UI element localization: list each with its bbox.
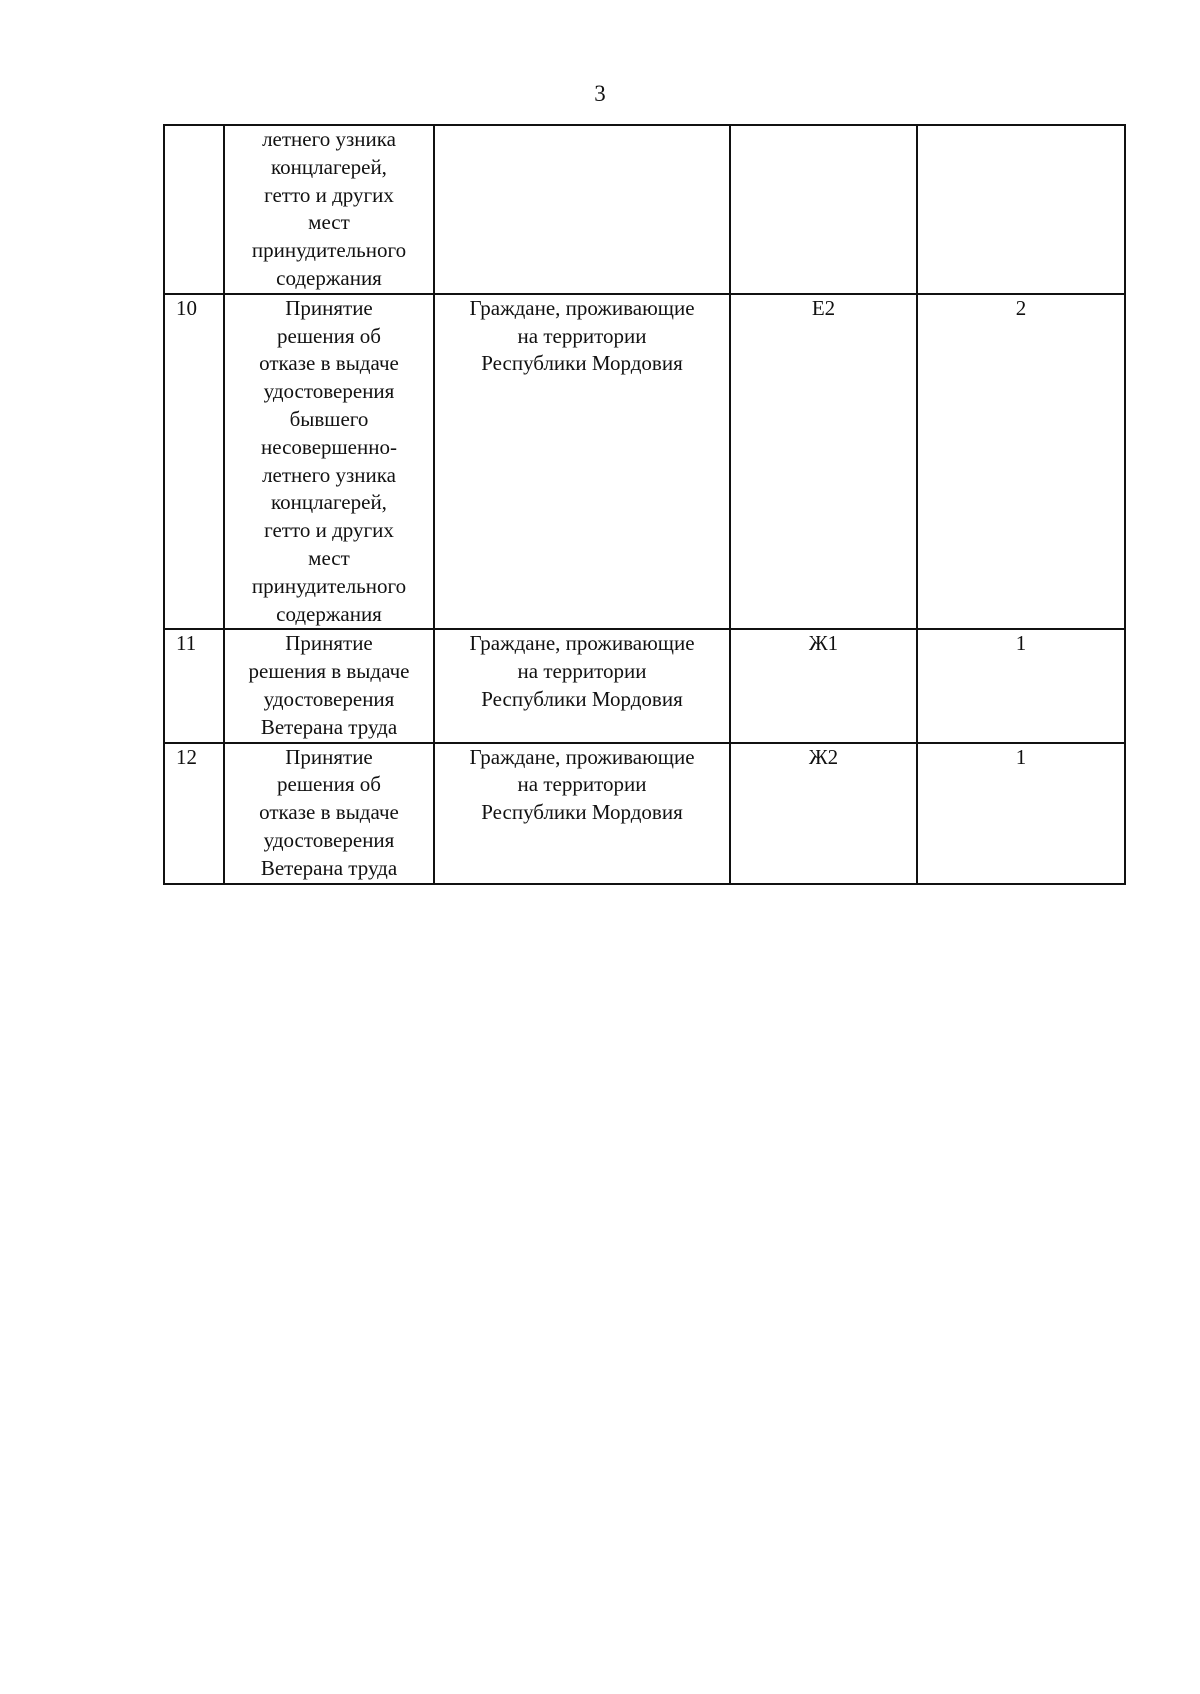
row-number-cell: 11 (164, 629, 224, 742)
code-cell: Ж1 (730, 629, 917, 742)
table-row (164, 125, 1125, 294)
row-number-cell (164, 125, 224, 294)
page-number: 3 (594, 81, 606, 106)
count-cell (917, 125, 1125, 294)
table-row (164, 743, 1125, 884)
code-cell: Е2 (730, 294, 917, 630)
count-cell: 1 (917, 743, 1125, 884)
count-cell: 2 (917, 294, 1125, 630)
recipients-cell: Граждане, проживающие на территории Республики Мордовия (434, 629, 730, 742)
action-cell: Принятие решения в выдаче удостоверения Ветерана труда (224, 629, 434, 742)
recipients-cell: Граждане, проживающие на территории Республики Мордовия (434, 743, 730, 884)
code-cell (730, 125, 917, 294)
row-number-cell: 10 (164, 294, 224, 630)
services-table (163, 124, 1126, 885)
action-cell: летнего узника концлагерей, гетто и других мест принудительного содержания (224, 125, 434, 294)
count-cell: 1 (917, 629, 1125, 742)
recipients-cell (434, 125, 730, 294)
table-row (164, 294, 1125, 630)
recipients-cell: Граждане, проживающие на территории Республики Мордовия (434, 294, 730, 630)
row-number-cell: 12 (164, 743, 224, 884)
table-row (164, 629, 1125, 742)
action-cell: Принятие решения об отказе в выдаче удостоверения бывшего несовершенно- летнего узника концлагерей, гетто и других мест принудительного содержания (224, 294, 434, 630)
action-cell: Принятие решения об отказе в выдаче удостоверения Ветерана труда (224, 743, 434, 884)
code-cell: Ж2 (730, 743, 917, 884)
